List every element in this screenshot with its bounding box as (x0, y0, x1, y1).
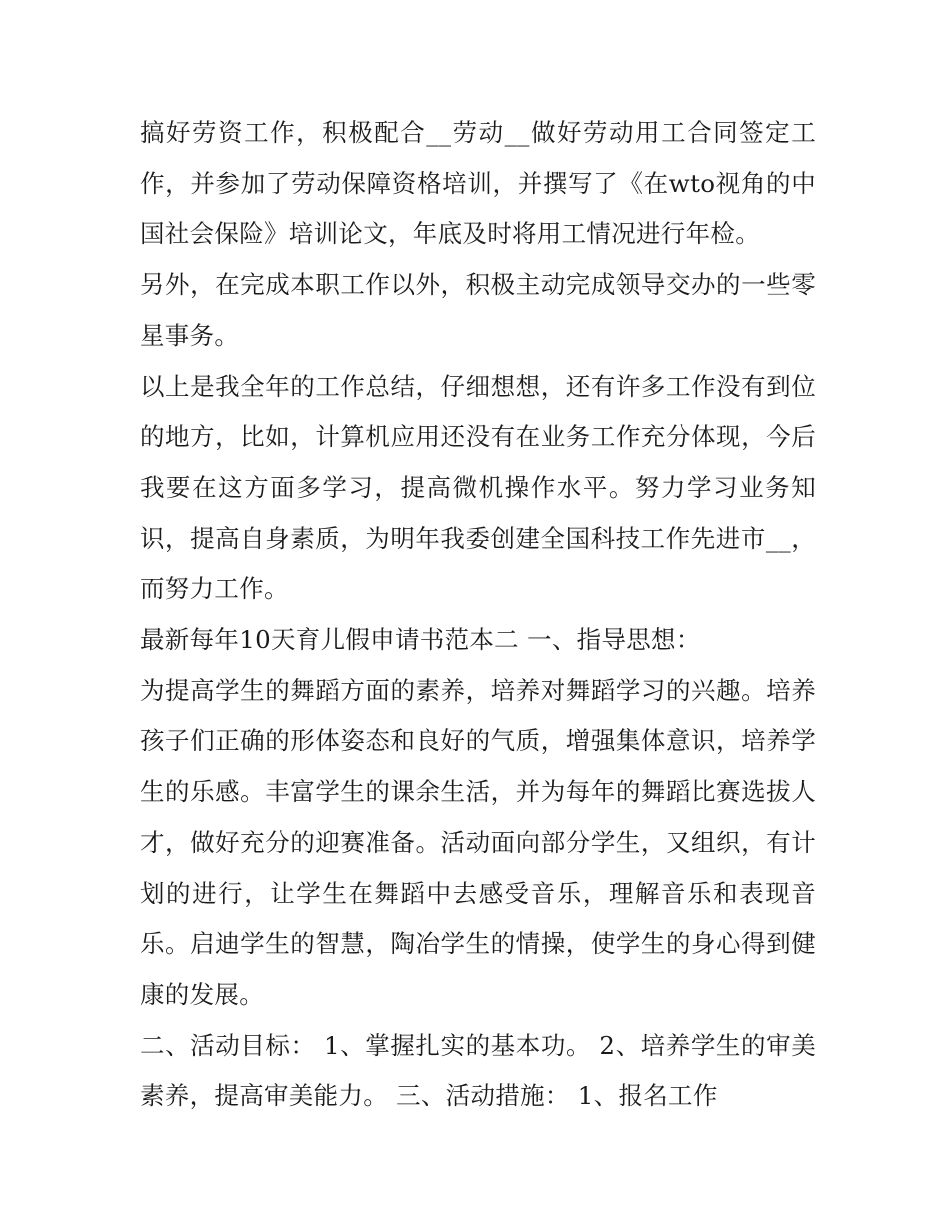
document-body (140, 108, 816, 1122)
paragraph-labor-work: 搞好劳资工作，积极配合__劳动__做好劳动用工合同签定工作，并参加了劳动保障资格培训，并撰写了《在wto视角的中国社会保险》培训论文，年底及时将用工情况进行年检。 (140, 118, 816, 249)
paragraph-section-heading: 最新每年10天育儿假申请书范本二 一、指导思想： (140, 625, 701, 655)
paragraph-other-tasks: 另外，在完成本职工作以外，积极主动完成领导交办的一些零星事务。 (140, 270, 816, 350)
paragraph-guiding-thought: 为提高学生的舞蹈方面的素养，培养对舞蹈学习的兴趣。培养孩子们正确的形体姿态和良好的气质，增强集体意识，培养学生的乐感。丰富学生的课余生活，并为每年的舞蹈比赛选拔人才，做好充分的迎赛准备。活动面向部分学生，又组织，有计划的进行，让学生在舞蹈中去感受音乐，理解音乐和表现音乐。启迪学生的智慧，陶冶学生的情操，使学生的身心得到健康的发展。 (140, 675, 816, 1009)
paragraph-summary: 以上是我全年的工作总结，仔细想想，还有许多工作没有到位的地方，比如，计算机应用还没有在业务工作充分体现，今后我要在这方面多学习，提高微机操作水平。努力学习业务知识，提高自身素质，为明年我委创建全国科技工作先进市__，而努力工作。 (140, 371, 816, 604)
paragraph-activity-goals: 二、活动目标： 1、掌握扎实的基本功。 2、培养学生的审美素养，提高审美能力。 三、活动措施： 1、报名工作 (140, 1030, 816, 1111)
